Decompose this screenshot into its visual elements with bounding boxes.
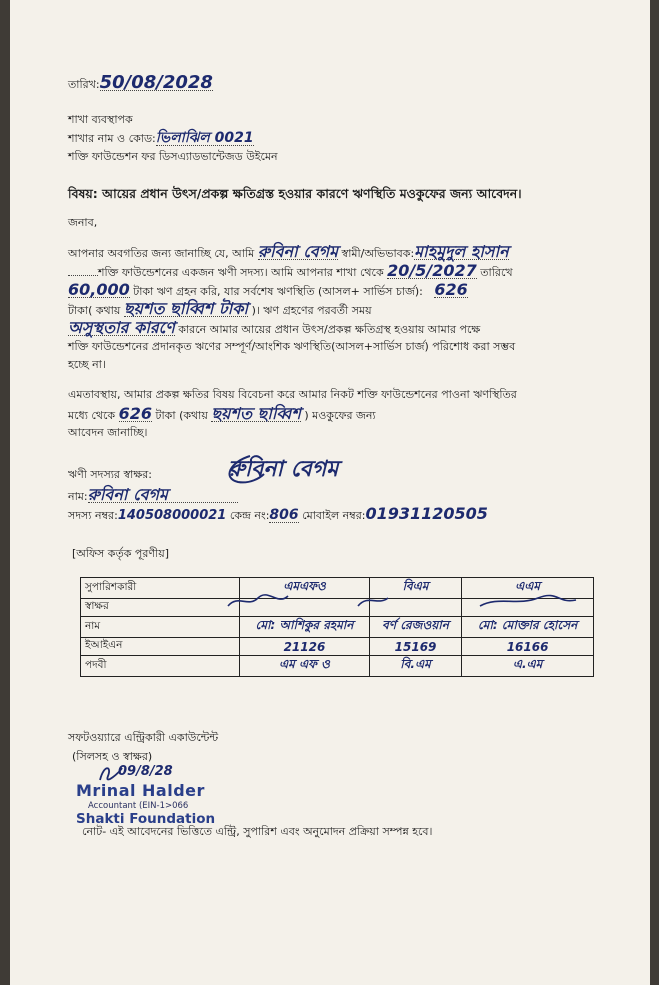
mobile-value: 01931120505 xyxy=(365,504,488,523)
body-text: স্বামী/অভিভাবক: xyxy=(341,247,415,260)
member-numbers-line xyxy=(68,504,488,523)
approval-cell: 15169 xyxy=(369,638,461,656)
stamp-organization: Shakti Foundation xyxy=(76,811,216,827)
body-line-3 xyxy=(68,280,468,299)
balance-words-handwritten: ছয়শত ছাব্বিশ টাকা xyxy=(123,299,249,318)
guardian-name-handwritten: মাহমুদুল হাসান xyxy=(414,242,509,261)
center-value: 806 xyxy=(269,507,299,523)
approval-row-label: পদবী xyxy=(81,656,240,677)
body-text: মধ্যে থেকে xyxy=(68,409,116,422)
branch-label: শাখার নাম ও কোড: xyxy=(68,132,156,145)
body-line-1 xyxy=(68,242,509,261)
approval-cell: 21126 xyxy=(240,638,370,656)
approval-cell: 16166 xyxy=(462,638,594,656)
approval-cell: মো: আশিকুর রহমান xyxy=(240,617,370,638)
subject: বিষয়: আয়ের প্রধান উৎস/প্রকল্প ক্ষতিগ্রস্ত হওয়ার কারণে ঋণস্থিতি মওকুফের জন্য আবেদন। xyxy=(68,186,522,201)
approval-cell: এএম xyxy=(462,578,594,599)
member-name-value: রুবিনা বেগম xyxy=(88,488,238,503)
approval-cell: মো: মোক্তার হোসেন xyxy=(462,617,594,638)
footer-note: নোট- এই আবেদনের ভিত্তিতে এন্ট্রি, সুপারিশ এবং অনুমোদন প্রক্রিয়া সম্পন্ন হবে। xyxy=(82,825,433,838)
approval-row xyxy=(81,656,594,677)
date-label: তারিখ: xyxy=(68,78,100,91)
body-line-4 xyxy=(68,299,372,318)
approval-signatures xyxy=(218,592,598,610)
approval-row xyxy=(81,617,594,638)
approval-row-label: নাম xyxy=(81,617,240,638)
body-line-7: হচ্ছে না। xyxy=(68,358,106,371)
body-line-2 xyxy=(68,261,513,280)
accountant-line-2: (সিলসহ ও স্বাক্ষর) xyxy=(72,750,153,763)
balance-handwritten: 626 xyxy=(434,280,468,299)
center-label: কেন্দ্র নং: xyxy=(229,509,270,522)
approval-row-label: ইআইএন xyxy=(81,638,240,656)
member-name-line xyxy=(68,485,238,504)
member-number-value: 140508000021 xyxy=(117,508,227,523)
stamp-title: Accountant (EIN-1>066 xyxy=(88,801,189,811)
body-text: আপনার অবগতির জন্য জানাচ্ছি যে, আমি xyxy=(68,247,255,260)
salutation: জনাব, xyxy=(68,216,98,229)
body-line-10: আবেদন জানাচ্ছি। xyxy=(68,426,148,439)
waiver-words-handwritten: ছয়শত ছাব্বিশ xyxy=(211,404,301,423)
loan-date-handwritten: 20/5/2027 xyxy=(387,261,477,280)
accountant-line-1: সফটওয়্যারে এন্ট্রিকারী একাউন্টেন্ট xyxy=(68,731,219,744)
accountant-sig-date: 09/8/28 xyxy=(118,764,173,779)
approval-row xyxy=(81,638,594,656)
member-signature: রুবিনা বেগম xyxy=(228,457,339,482)
organization-line: শক্তি ফাউন্ডেশন ফর ডিসএ্যাডভান্টেজড উইমেন xyxy=(68,150,278,163)
loan-amount-handwritten: 60,000 xyxy=(68,280,130,299)
body-text: টাকা( কথায় xyxy=(68,304,121,317)
body-line-5 xyxy=(68,318,481,337)
recipient: শাখা ব্যবস্থাপক xyxy=(68,113,133,126)
member-name-handwritten: রুবিনা বেগম xyxy=(257,242,339,261)
body-text: তারিখে xyxy=(480,266,513,279)
body-line-6: শক্তি ফাউন্ডেশনের প্রদানকৃত ঋণের সম্পূর্ণ/আংশিক ঋণস্থিতি(আসল+সার্ভিস চার্জ) পরিশোধ করা সম্ভব xyxy=(68,340,516,353)
stamp-name: Mrinal Halder xyxy=(76,781,205,800)
body-text: টাকা ঋণ গ্রহন করি, যার সর্বশেষ ঋণস্থিতি (আসল+ সার্ভিস চার্জ): xyxy=(133,285,423,298)
approval-cell: এ.এম xyxy=(462,656,594,677)
body-text: )। ঋণ গ্রহণের পরবর্তী সময় xyxy=(251,304,372,317)
signature-stroke xyxy=(220,448,330,488)
approval-cell: বিএম xyxy=(369,578,461,599)
body-text: শক্তি ফাউন্ডেশনের একজন ঋণী সদস্য। আমি আপনার শাখা থেকে xyxy=(98,266,384,279)
reason-handwritten: অসুস্থতার কারণে xyxy=(68,318,175,337)
member-signature-label: ঋণী সদস্যর স্বাক্ষর: xyxy=(68,468,152,481)
approval-row-label: সুপারিশকারী xyxy=(81,578,240,599)
approval-cell: এম এফ ও xyxy=(240,656,370,677)
waiver-amount-handwritten: 626 xyxy=(118,404,152,423)
branch-line xyxy=(68,131,254,146)
branch-value: ভিলাঝিল 0021 xyxy=(155,130,254,146)
application-form xyxy=(10,0,650,985)
date-value: 50/08/2028 xyxy=(99,72,213,93)
member-number-label: সদস্য নম্বর: xyxy=(68,509,118,522)
body-text: টাকা (কথায় xyxy=(155,409,208,422)
approval-cell: এমএফও xyxy=(240,578,370,599)
approval-cell: বর্ণ রেজওয়ান xyxy=(369,617,461,638)
mobile-label: মোবাইল নম্বর: xyxy=(302,509,366,522)
member-signature-line xyxy=(68,468,152,482)
body-line-9 xyxy=(68,404,376,423)
body-text: কারনে আমার আয়ের প্রধান উৎস/প্রকল্প ক্ষতিগ্রস্থ হওয়ায় আমার পক্ষে xyxy=(178,323,481,336)
body-line-8: এমতাবস্থায়, আমার প্রকল্প ক্ষতির বিষয় বিবেচনা করে আমার নিকট শক্তি ফাউন্ডেশনের পাওনা ঋণস্থিতির xyxy=(68,388,517,401)
date-line xyxy=(68,72,213,93)
approval-row-label: স্বাক্ষর xyxy=(81,599,240,617)
body-text: ) মওকুফের জন্য xyxy=(304,409,376,422)
office-note: [অফিস কর্তৃক পূরণীয়] xyxy=(72,547,169,560)
member-name-label: নাম: xyxy=(68,490,88,503)
approval-cell: বি.এম xyxy=(369,656,461,677)
